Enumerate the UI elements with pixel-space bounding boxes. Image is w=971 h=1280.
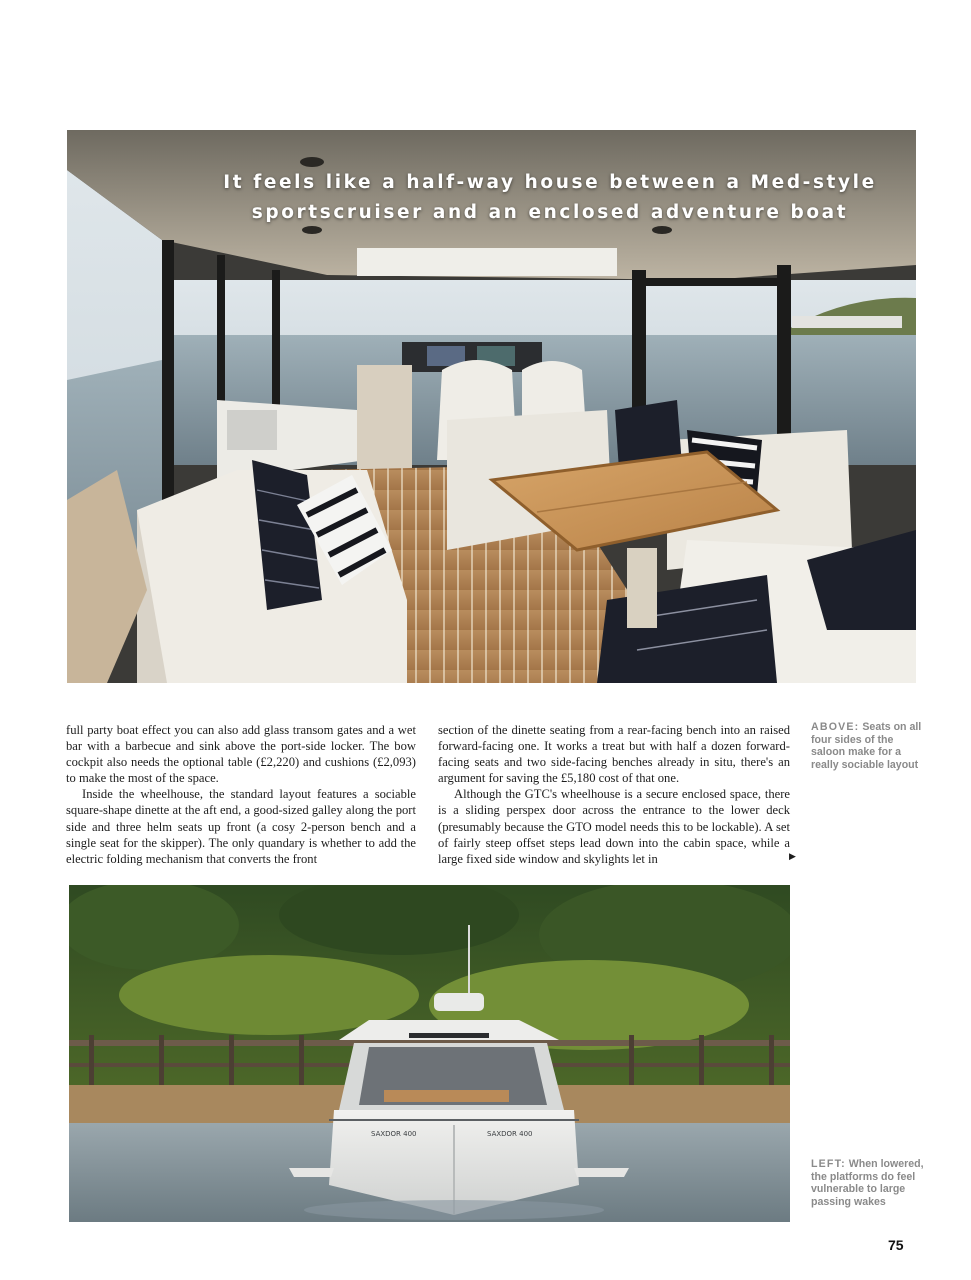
caption-text: Seats on all four sides of the saloon make for a really sociable layout — [811, 721, 922, 771]
body-paragraph: full party boat effect you can also add glass transom gates and a wet bar with a barbecue and sink above the port-side locker. The bow cockpit also needs the optional table (£2,220) and cushions (£2,093) to make the most of the space. — [66, 723, 416, 786]
pull-quote-line-1: It feels like a half-way house between a Med-style — [223, 172, 877, 193]
body-column-1 — [66, 722, 416, 867]
caption-text: When lowered, the platforms do feel vulnerable to large passing wakes — [811, 1158, 924, 1208]
page-number: 75 — [888, 1237, 904, 1253]
boat-exterior-illustration — [69, 885, 790, 1222]
pull-quote-line-2: sportscruiser and an enclosed adventure boat — [251, 202, 849, 223]
hull-lettering-starboard: SAXDOR 400 — [487, 1130, 533, 1138]
caption-label: ABOVE: — [811, 721, 860, 733]
caption-left — [811, 1158, 926, 1208]
photo-boat-on-water — [69, 885, 790, 1222]
body-column-2 — [438, 722, 790, 867]
body-paragraph: section of the dinette seating from a rear-facing bench into an raised forward-facing one. It works a treat but with half a dozen forward-facing seats and two side-facing benches already in situ, there's an argument for saving the £5,180 cost of that one. — [438, 723, 790, 786]
pull-quote — [200, 168, 900, 228]
caption-label: LEFT: — [811, 1158, 846, 1170]
body-paragraph: Although the GTC's wheelhouse is a secure enclosed space, there is a sliding perspex door across the entrance to the lower deck (presumably because the GTO model needs this to be lockable). A set of fairly steep offset steps lead down into the cabin space, while a large fixed side window and skylights let in — [438, 787, 790, 866]
body-paragraph: Inside the wheelhouse, the standard layout features a sociable square-shape dinette at the aft end, a good-sized galley along the port side and three helm seats up front (a cosy 2-person bench and a single seat for the skipper). The only quandary is whether to add the electric folding mechanism that converts the front — [66, 787, 416, 866]
hull-lettering-port: SAXDOR 400 — [371, 1130, 417, 1138]
caption-above — [811, 721, 926, 771]
continue-arrow-icon: ▶ — [789, 852, 796, 862]
